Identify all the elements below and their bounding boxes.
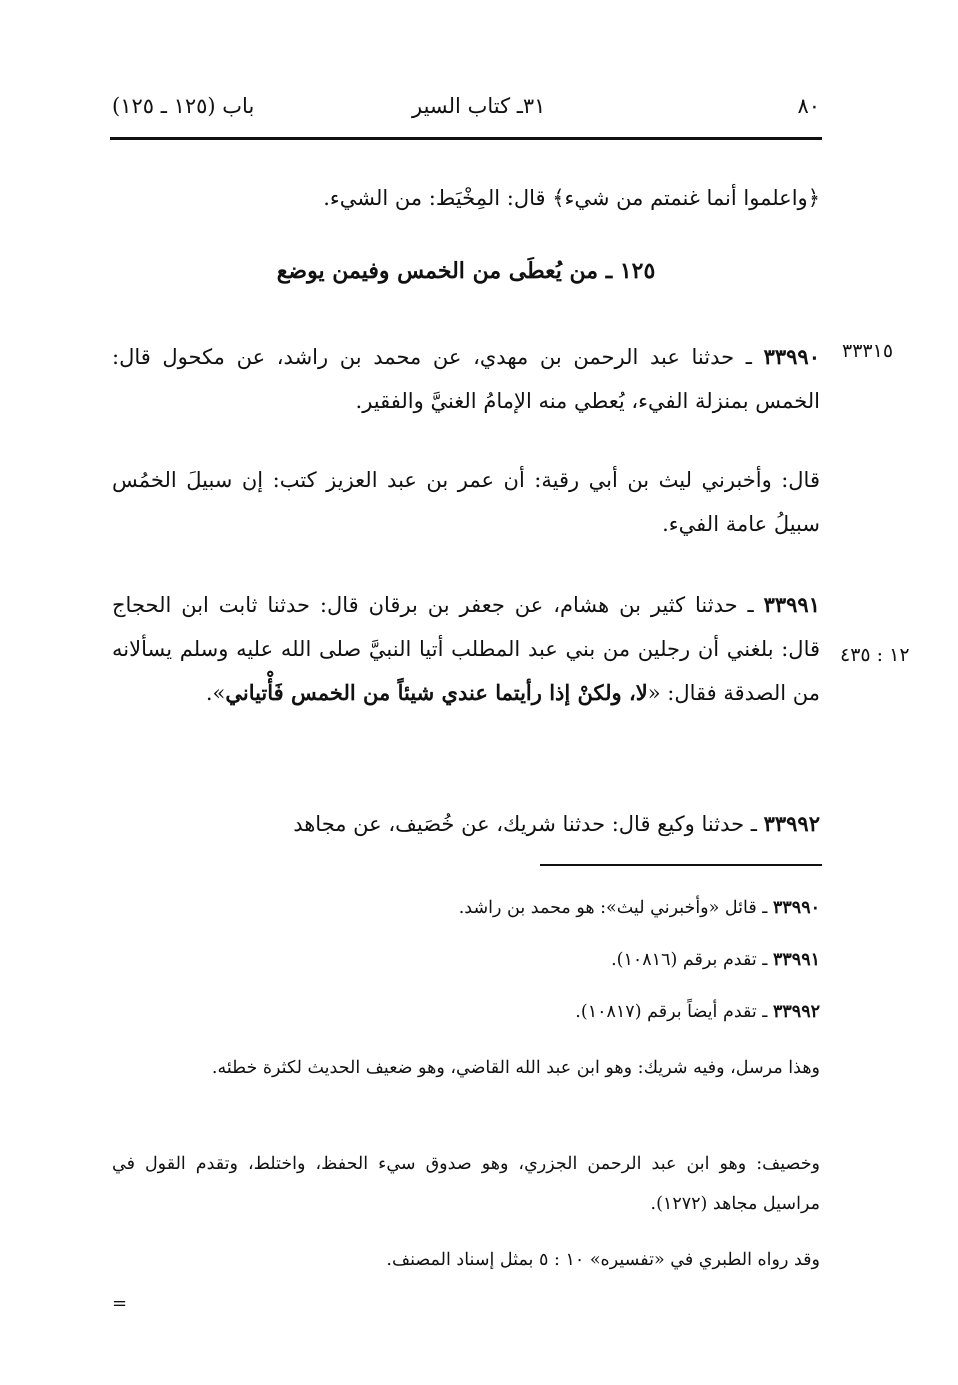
hadith-text: ـ حدثنا كثير بن هشام، عن جعفر بن برقان قال: حدثنا ثابت ابن الحجاج قال: بلغني أن رجلين من بني عبد المطلب أتيا النبيَّ صلى الله عليه وسلم يسألانه من الصدقة فقال: « xyxy=(112,593,820,705)
hadith-number: ٣٣٩٩١ xyxy=(763,592,820,617)
hadith-number: ٣٣٩٩٠ xyxy=(763,344,820,369)
footnote-paragraph: وهذا مرسل، وفيه شريك: وهو ابن عبد الله القاضي، وهو ضعيف الحديث لكثرة خطئه. xyxy=(211,1058,820,1078)
intro-line xyxy=(112,176,820,220)
chapter-title: ١٢٥ ـ من يُعطَى من الخمس وفيمن يوضع xyxy=(276,258,656,284)
hadith-text: ـ حدثنا عبد الرحمن بن مهدي، عن محمد بن راشد، عن مكحول قال: الخمس بمنزلة الفيء، يُعطي منه الإمامُ الغنيَّ والفقير. xyxy=(112,345,820,413)
footnote-paragraph: وخصيف: وهو ابن عبد الرحمن الجزري، وهو صدوق سيء الحفظ، واختلط، وتقدم القول في مراسيل مجاهد (١٢٧٢). xyxy=(112,1154,820,1214)
hadith-number: ٣٣٩٩٢ xyxy=(763,811,820,836)
footnote-number: ٣٣٩٩٢ xyxy=(773,1002,820,1022)
page-number: ٨٠ xyxy=(797,94,820,118)
hadith-33990-continuation xyxy=(112,458,820,546)
hadith-33990 xyxy=(112,335,820,423)
continuation-mark: = xyxy=(112,1293,128,1314)
footnote-text: ـ تقدم برقم (١٠٨١٦). xyxy=(611,950,768,970)
footnote-number: ٣٣٩٩١ xyxy=(773,950,820,970)
margin-reference: ٣٣٣١٥ xyxy=(842,340,894,362)
footnote-33990 xyxy=(112,888,820,928)
footnote-33991 xyxy=(112,940,820,980)
hadith-33992 xyxy=(112,802,820,846)
hadith-text-end: ». xyxy=(205,681,226,705)
book-title: ٣١ـ كتاب السير xyxy=(412,94,546,118)
header-rule xyxy=(110,137,822,140)
running-header xyxy=(112,94,820,134)
hadith-33991 xyxy=(112,583,820,715)
hadith-text: ـ حدثنا وكيع قال: حدثنا شريك، عن خُصَيف، عن مجاهد xyxy=(293,812,757,836)
footnote-text: ـ تقدم أيضاً برقم (١٠٨١٧). xyxy=(575,1002,768,1022)
footnote-paragraph: وقد رواه الطبري في «تفسيره» ١٠ : ٥ بمثل إسناد المصنف. xyxy=(386,1250,820,1270)
footnote-rule xyxy=(540,864,822,866)
footnote-number: ٣٣٩٩٠ xyxy=(773,898,820,918)
prophetic-quote: لا، ولكنْ إذا رأيتما عندي شيئاً من الخمس فَأْتياني xyxy=(225,680,648,705)
footnote-33992 xyxy=(112,992,820,1032)
margin-reference: ١٢ : ٤٣٥ xyxy=(840,644,910,666)
footnote-text: ـ قائل «وأخبرني ليث»: هو محمد بن راشد. xyxy=(458,898,768,918)
intro-text: ﴿واعلموا أنما غنمتم من شيء﴾ قال: المِخْيَط: من الشيء. xyxy=(323,186,820,210)
chapter-range: باب (١٢٥ ـ ١٢٥) xyxy=(112,94,255,118)
hadith-text: قال: وأخبرني ليث بن أبي رقية: أن عمر بن عبد العزيز كتب: إن سبيلَ الخمُس سبيلُ عامة الفيء. xyxy=(112,468,820,536)
